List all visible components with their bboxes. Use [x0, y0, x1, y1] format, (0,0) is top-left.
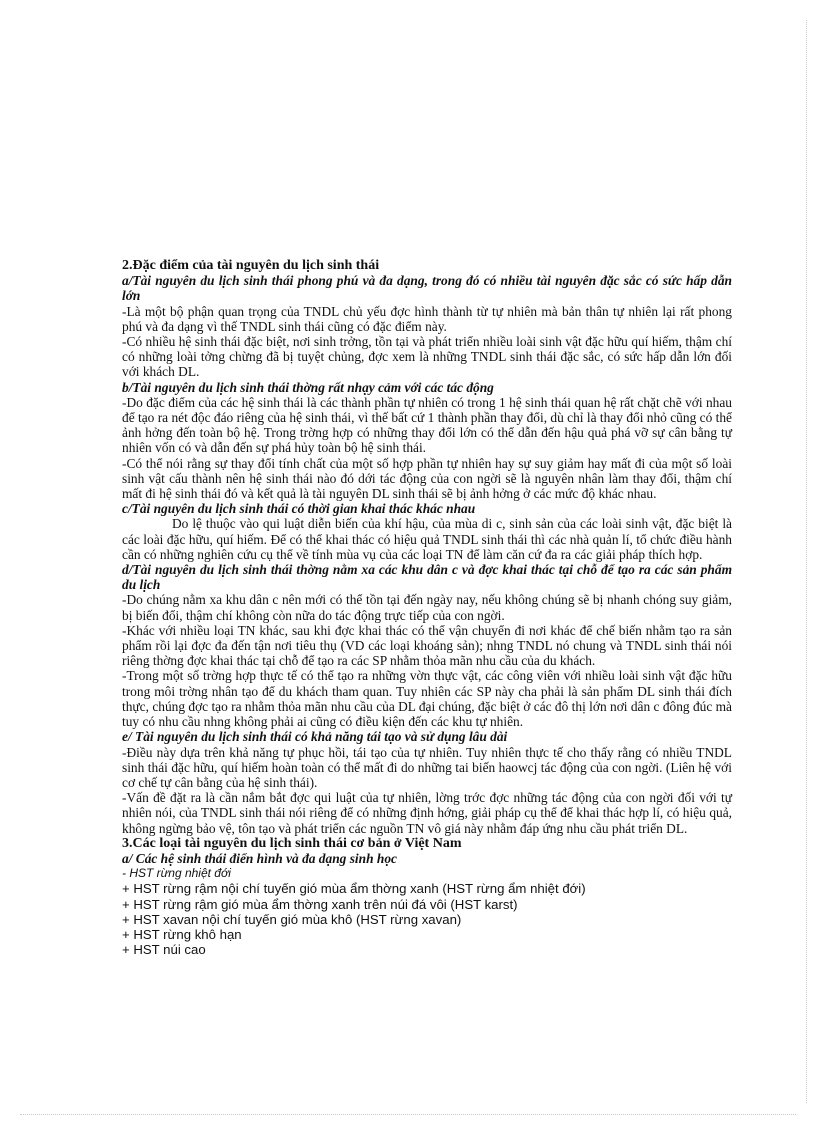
list-item: + HST rừng rậm nội chí tuyến gió mùa ẩm thờng xanh (HST rừng ẩm nhiệt đới) — [122, 881, 586, 897]
paragraph: -Có thể nói rằng sự thay đổi tính chất của một số hợp phần tự nhiên hay sự suy giảm hay mất đi của một số loài sinh vật cấu thành nên hệ sinh thái nào đó dới tác động của con ngời sẽ là nguyên nhân làm thay đổi, thậm chí mất đi hệ sinh thái đó và kết quả là tài nguyên DL sinh thái sẽ bị ảnh hởng ở các mức độ khác nhau. — [122, 455, 732, 502]
subheading-3a: a/ Các hệ sinh thái điển hình và đa dạng sinh học — [122, 850, 397, 866]
list-item: + HST núi cao — [122, 942, 206, 958]
paragraph: -Trong một số trờng hợp thực tế có thể tạo ra những vờn thực vật, các công viên với nhiều loài sinh vật đặc hữu trong môi trờng nhân tạo để du khách tham quan. Tuy nhiên các SP này cha phải là sản phẩm DL sinh thái đích thực, chúng đợc tạo ra nhằm thỏa mãn nhu cầu của DL đại chúng, đặc biệt ở các đô thị lớn nơi dân c đông đúc mà tuy có nhu cầu nhng không phải ai cũng có điều kiện đến các khu tự nhiên. — [122, 668, 732, 730]
list-item: + HST xavan nội chí tuyến gió mùa khô (HST rừng xavan) — [122, 911, 462, 927]
paragraph: -Vấn đề đặt ra là cần nắm bắt đợc qui luật của tự nhiên, lờng trớc đợc những tác động của con ngời đối với tự nhiên nói, của TNDL sinh thái nói riêng để có những định hớng, giải pháp cụ thể để khai thác hợp lí, có hiệu quả, không ngừng bảo vệ, tôn tạo và phát triển các nguồn TN vô giá này nhằm đáp ứng nhu cầu phát triển DL. — [122, 790, 732, 836]
page-border-bottom — [20, 1114, 796, 1115]
forest-label: - HST rừng nhiệt đới — [122, 866, 231, 881]
section-2-heading: 2.Đặc điểm của tài nguyên du lịch sinh thái — [122, 258, 380, 273]
subheading-e: e/ Tài nguyên du lịch sinh thái có khả năng tái tạo và sử dụng lâu dài — [122, 729, 508, 745]
list-item: + HST rừng khô hạn — [122, 926, 242, 942]
subheading-b: b/Tài nguyên du lịch sinh thái thờng rất nhạy cảm với các tác động — [122, 379, 494, 395]
subheading-d: d/Tài nguyên du lịch sinh thái thờng nằm xa các khu dân c và đợc khai thác tại chỗ để tạo ra các sản phẩm du lịch — [122, 562, 732, 593]
list-item: + HST rừng rậm gió mùa ẩm thờng xanh trên núi đá vôi (HST karst) — [122, 896, 518, 912]
document-body — [122, 258, 732, 957]
page-border-right — [806, 20, 807, 1103]
section-3-heading: 3.Các loại tài nguyên du lịch sinh thái cơ bản ở Việt Nam — [122, 835, 462, 851]
paragraph: -Là một bộ phận quan trọng của TNDL chủ yếu đợc hình thành từ tự nhiên mà bản thân tự nhiên lại rất phong phú và đa dạng vì thế TNDL sinh thái cũng có đặc điểm này. — [122, 303, 732, 334]
subheading-a: a/Tài nguyên du lịch sinh thái phong phú và đa dạng, trong đó có nhiều tài nguyên đặc sắc có sức hấp dẫn lớn — [122, 273, 732, 304]
paragraph: -Điều này dựa trên khả năng tự phục hồi, tái tạo của tự nhiên. Tuy nhiên thực tế cho thấy rằng có nhiều TNDL sinh thái đặc hữu, quí hiếm hoàn toàn có thể mất đi do những tai biến haowcj tác động của con ngời. (Liên hệ với cơ chế tự cân bằng của hệ sinh thái). — [122, 744, 732, 790]
paragraph: -Do chúng nằm xa khu dân c nên mới có thể tồn tại đến ngày nay, nếu không chúng sẽ bị nhanh chóng suy giảm, bị biến đổi, thậm chí không còn nữa do tác động trực tiếp của con ngời. — [122, 592, 732, 623]
paragraph: -Do đặc điểm của các hệ sinh thái là các thành phần tự nhiên có trong 1 hệ sinh thái quan hệ rất chặt chẽ với nhau để tạo ra nét độc đáo riêng của hệ sinh thái, vì thế bất cứ 1 thành phần thay đổi, dù chỉ là thay đổi nhỏ cũng có thể ảnh hởng đến toàn bộ hệ. Trong trờng hợp có những thay đổi lớn có thể dẫn đến hậu quả phá vỡ sự cân bằng tự nhiên vốn có và dẫn đến sự phá hủy toàn bộ hệ sinh thái. — [122, 394, 732, 456]
paragraph: -Khác với nhiều loại TN khác, sau khi đợc khai thác có thể vận chuyển đi nơi khác để chế biến nhằm tạo ra sản phẩm rồi lại đợc đa đến tận nơi tiêu thụ (VD các loại khoáng sản); nhng TNDL nó chung và TNDL sinh thái nói riêng thờng đợc khai thác tại chỗ để tạo ra các SP nhằm thỏa mãn nhu cầu của du khách. — [122, 622, 732, 669]
paragraph: Do lệ thuộc vào qui luật diễn biến của khí hậu, của mùa di c, sinh sản của các loài sinh vật, đặc biệt là các loài đặc hữu, quí hiếm. Để có thể khai thác có hiệu quả TNDL sinh thái thì các nhà quản lí, tổ chức điều hành cần có những nghiên cứu cụ thể về tính mùa vụ của các loại TN để làm căn cứ đa ra các giải pháp thích hợp. — [122, 516, 732, 562]
paragraph: -Có nhiều hệ sinh thái đặc biệt, nơi sinh trởng, tồn tại và phát triển nhiều loài sinh vật đặc hữu quí hiếm, thậm chí có những loài tởng chừng đã bị tuyệt chủng, đợc xem là những TNDL sinh thái đặc sắc, có sức hấp dẫn lớn đối với khách DL. — [122, 334, 732, 380]
subheading-c: c/Tài nguyên du lịch sinh thái có thời gian khai thác khác nhau — [122, 501, 476, 517]
